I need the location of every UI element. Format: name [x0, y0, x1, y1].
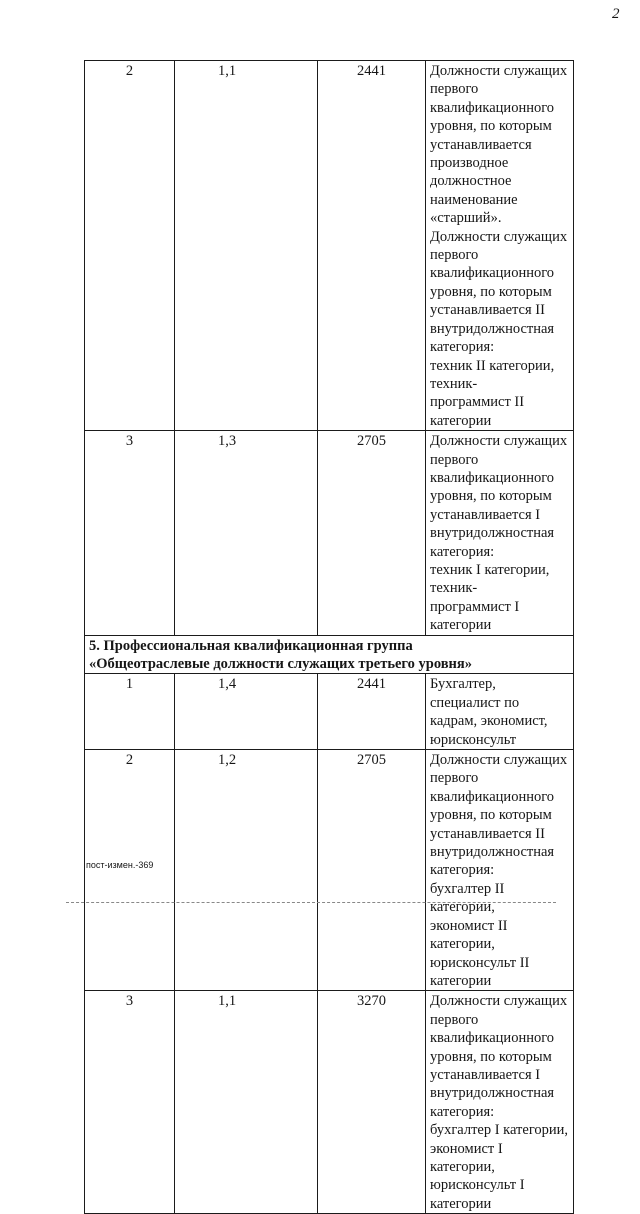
level-cell: 2	[85, 61, 175, 431]
coefficient-cell: 1,1	[175, 61, 318, 431]
description-line: категория:	[430, 339, 495, 356]
description-line: первого квалификационного	[430, 247, 555, 282]
description-line: внутридолжностная	[430, 844, 555, 861]
description-line: экономист II категории,	[430, 917, 508, 953]
description-line: устанавливается I	[430, 1066, 541, 1083]
description-line: первого квалификационного	[430, 451, 555, 486]
level-cell: 3	[85, 991, 175, 1214]
description-line: уровня, по которым	[430, 488, 552, 505]
table-row	[85, 991, 574, 1214]
coefficient-cell: 1,2	[175, 750, 318, 991]
description-line: юрисконсульт	[430, 731, 517, 748]
description-line: Должности служащих	[430, 993, 568, 1010]
position-description-cell	[426, 61, 574, 431]
description-line: устанавливается II	[430, 302, 545, 319]
group-title-line: «Общеотраслевые должности служащих третьего уровня»	[89, 656, 473, 672]
description-line: кадрам, экономист,	[430, 713, 548, 730]
description-line: первого квалификационного	[430, 1011, 555, 1047]
description-line: уровня, по которым	[430, 1048, 552, 1065]
description-line: «старший».	[430, 210, 502, 227]
coefficient-cell: 1,4	[175, 674, 318, 750]
description-line: уровня, по которым	[430, 118, 552, 135]
description-line: устанавливается производное	[430, 136, 532, 172]
position-description-cell	[426, 750, 574, 991]
salary-cell: 2705	[318, 431, 426, 635]
salary-cell: 2441	[318, 61, 426, 431]
group-title-cell	[85, 635, 574, 674]
description-line: юрисконсульт I категории	[430, 1177, 525, 1212]
description-line: внутридолжностная	[430, 525, 555, 542]
description-line: Бухгалтер, специалист по	[430, 676, 520, 711]
description-line: бухгалтер II категории,	[430, 880, 505, 916]
document-code: пост-измен.-369	[86, 860, 154, 870]
description-line: должностное наименование	[430, 173, 518, 208]
table-row	[85, 61, 574, 431]
position-description-cell	[426, 431, 574, 635]
description-line: Должности служащих	[430, 228, 568, 245]
description-line: устанавливается I	[430, 506, 541, 523]
description-line: Должности служащих	[430, 752, 568, 769]
description-line: категория:	[430, 543, 495, 560]
salary-cell: 2441	[318, 674, 426, 750]
scan-edge-line	[66, 902, 556, 903]
description-line: устанавливается II	[430, 825, 545, 842]
description-line: программист I категории	[430, 598, 520, 634]
salary-table-body	[85, 61, 574, 1214]
salary-cell: 3270	[318, 991, 426, 1214]
description-line: программист II категории	[430, 394, 525, 429]
description-line: техник I категории, техник-	[430, 561, 550, 597]
position-description-cell	[426, 674, 574, 750]
group-title-line: 5. Профессиональная квалификационная группа	[89, 637, 413, 654]
description-line: Должности служащих	[430, 433, 568, 450]
table-row	[85, 750, 574, 991]
position-description-cell	[426, 991, 574, 1214]
table-row	[85, 431, 574, 635]
description-line: техник II категории, техник-	[430, 357, 555, 392]
description-line: бухгалтер I категории,	[430, 1122, 569, 1139]
table-row	[85, 674, 574, 750]
salary-cell: 2705	[318, 750, 426, 991]
salary-table	[84, 60, 574, 1214]
description-line: экономист I категории,	[430, 1140, 503, 1175]
description-line: внутридолжностная	[430, 320, 555, 337]
description-line: первого квалификационного	[430, 81, 555, 116]
description-line: уровня, по которым	[430, 283, 552, 300]
coefficient-cell: 1,1	[175, 991, 318, 1214]
page-number: 2	[612, 6, 620, 22]
description-line: внутридолжностная	[430, 1085, 555, 1102]
description-line: первого квалификационного	[430, 770, 555, 805]
group-header-row	[85, 635, 574, 674]
description-line: Должности служащих	[430, 63, 568, 79]
level-cell: 2	[85, 750, 175, 991]
level-cell: 3	[85, 431, 175, 635]
description-line: юрисконсульт II категории	[430, 954, 530, 989]
description-line: категория:	[430, 862, 495, 879]
coefficient-cell: 1,3	[175, 431, 318, 635]
description-line: уровня, по которым	[430, 807, 552, 824]
description-line: категория:	[430, 1103, 495, 1120]
level-cell: 1	[85, 674, 175, 750]
